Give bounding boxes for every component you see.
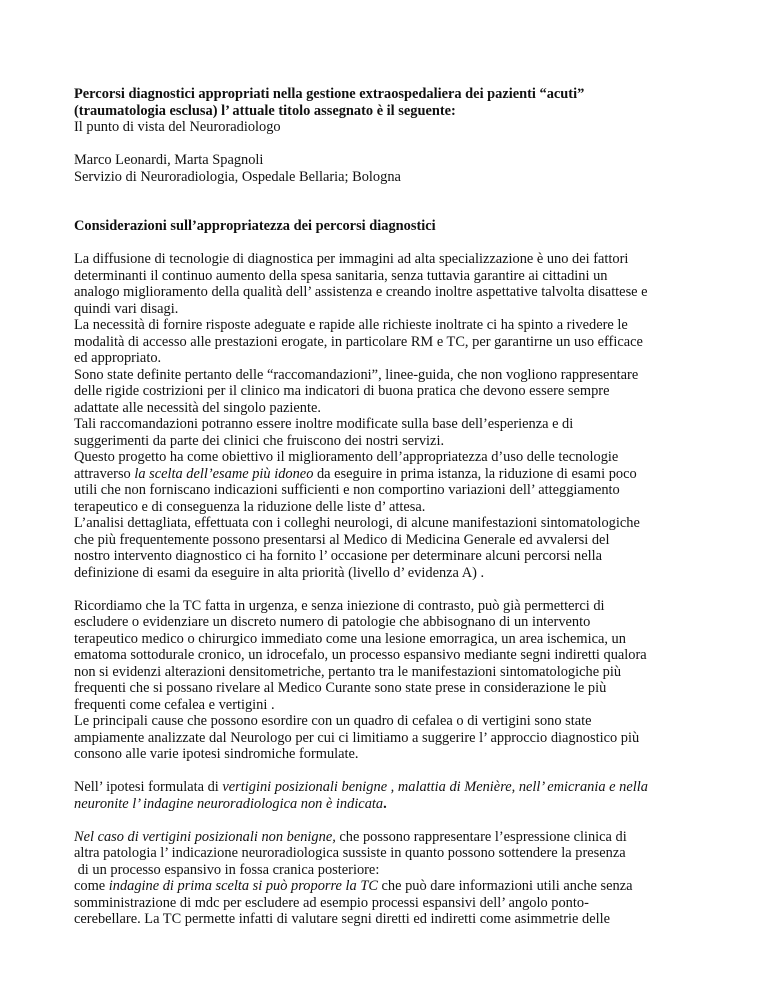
text-run: da eseguire in prima istanza, la riduzione di esami poco xyxy=(313,465,637,482)
paragraph-line: delle rigide costrizioni per il clinico ma indicatori di buona pratica che devono essere sempre xyxy=(74,383,610,399)
paragraph-line: Questo progetto ha come obiettivo il miglioramento dell’appropriatezza d’uso delle tecnologie xyxy=(74,449,619,465)
paragraph-line: definizione di esami da eseguire in alta priorità (livello d’ evidenza A) . xyxy=(74,564,485,581)
paragraph-line: terapeutico medico o chirurgico immediato come una lesione emorragica, un area ischemica, un xyxy=(74,630,626,647)
paragraph-line: cerebellare. La TC permette infatti di valutare segni diretti ed indiretti come asimmetrie delle xyxy=(74,911,610,927)
paragraph-line: Sono state definite pertanto delle “raccomandazioni”, linee-guida, che non vogliono rappresentare xyxy=(74,366,639,383)
paragraph-line xyxy=(74,829,714,846)
paragraph-line: determinanti il continuo aumento della spesa sanitaria, senza tuttavia garantire ai cittadini un xyxy=(74,267,608,284)
paragraph-line xyxy=(74,878,714,895)
italic-run: Nel caso di vertigini posizionali non benigne, xyxy=(74,828,336,845)
paragraph-4 xyxy=(74,829,714,928)
paragraph-line xyxy=(74,779,714,796)
paragraph-1 xyxy=(74,251,714,581)
paragraph-line: ematoma sottodurale cronico, un idrocefalo, un processo espansivo mediante segni indiretti qualora xyxy=(74,647,647,663)
text-run: attraverso xyxy=(74,465,135,482)
text-run: come xyxy=(74,878,109,894)
paragraph-3 xyxy=(74,779,714,812)
paragraph-2 xyxy=(74,598,714,763)
text-run: . xyxy=(383,795,387,812)
paragraph-line: ampiamente analizzate dal Neurologo per cui ci limitiamo a suggerire l’ approccio diagnostico più xyxy=(74,729,640,746)
paragraph-line: escludere o evidenziare un discreto numero di patologie che abbisognano di un intervento xyxy=(74,614,591,630)
italic-run: vertigini posizionali benigne , malattia di Menière, nell’ emicrania e nella xyxy=(222,779,648,795)
subtitle: Il punto di vista del Neuroradiologo xyxy=(74,119,281,135)
paragraph-line: ed appropriato. xyxy=(74,350,162,366)
authors-block xyxy=(74,152,714,185)
paragraph-line: quindi vari disagi. xyxy=(74,300,179,317)
paragraph-line: adattate alle necessità del singolo paziente. xyxy=(74,399,321,416)
title-line-1: Percorsi diagnostici appropriati nella gestione extraospedaliera dei pazienti “acuti” xyxy=(74,86,585,102)
text-run: che possono rappresentare l’espressione clinica di xyxy=(335,828,627,845)
paragraph-line: che più frequentemente possono presentarsi al Medico di Medicina Generale ed avvalersi del xyxy=(74,531,610,548)
italic-run: la scelta dell’esame più idoneo xyxy=(134,465,314,482)
paragraph-line: frequenti che si possano rivelare al Medico Curante sono state prese in considerazione le più xyxy=(74,680,607,696)
paragraph-line: non si evidenzi alterazioni densitometriche, pertanto tra le manifestazioni sintomatologiche più xyxy=(74,663,622,680)
author-names: Marco Leonardi, Marta Spagnoli xyxy=(74,152,264,168)
paragraph-line: Le principali cause che possono esordire con un quadro di cefalea o di vertigini sono state xyxy=(74,713,592,729)
italic-run: indagine di prima scelta si può proporre la TC xyxy=(108,878,378,894)
paragraph-line: Ricordiamo che la TC fatta in urgenza, e senza iniezione di contrasto, può già permetterci di xyxy=(74,597,605,614)
author-affiliation: Servizio di Neuroradiologia, Ospedale Bellaria; Bologna xyxy=(74,168,401,185)
paragraph-line: analogo miglioramento della qualità dell’ assistenza e creando inoltre aspettative talvolta disattese e xyxy=(74,284,648,300)
title-line-2: (traumatologia esclusa) l’ attuale titolo assegnato è il seguente: xyxy=(74,102,456,119)
paragraph-line: altra patologia l’ indicazione neuroradiologica sussiste in quanto possono sottendere la presenza xyxy=(74,845,626,861)
paragraph-line: utili che non forniscano indicazioni sufficienti e non comportino variazioni dell’ atteggiamento xyxy=(74,482,620,498)
paragraph-line xyxy=(74,796,714,813)
paragraph-line: modalità di accesso alle prestazioni erogate, in particolare RM e TC, per garantirne un uso efficace xyxy=(74,333,643,350)
document-title xyxy=(74,86,714,136)
paragraph-line: suggerimenti da parte dei clinici che fruiscono dei nostri servizi. xyxy=(74,432,445,449)
paragraph-line: Tali raccomandazioni potranno essere inoltre modificate sulla base dell’esperienza e di xyxy=(74,416,574,432)
paragraph-line: consono alle varie ipotesi sindromiche formulate. xyxy=(74,746,359,762)
paragraph-line: nostro intervento diagnostico ci ha fornito l’ occasione per determinare alcuni percorsi nella xyxy=(74,548,602,564)
document-page xyxy=(74,86,714,928)
paragraph-line: somministrazione di mdc per escludere ad esempio processi espansivi dell’ angolo ponto- xyxy=(74,894,589,911)
paragraph-line xyxy=(74,466,714,483)
paragraph-line: terapeutico e di conseguenza la riduzione delle liste d’ attesa. xyxy=(74,498,426,515)
paragraph-line: L’analisi dettagliata, effettuata con i colleghi neurologi, di alcune manifestazioni sintomatologiche xyxy=(74,515,640,531)
paragraph-line: frequenti come cefalea e vertigini . xyxy=(74,696,275,713)
italic-run: neuronite l’ indagine neuroradiologica non è indicata xyxy=(74,795,384,812)
text-run: che può dare informazioni utili anche senza xyxy=(377,878,633,894)
paragraph-line: di un processo espansivo in fossa cranica posteriore: xyxy=(74,861,380,878)
paragraph-line: La necessità di fornire risposte adeguate e rapide alle richieste inoltrate ci ha spinto a rivedere le xyxy=(74,317,628,333)
paragraph-line: La diffusione di tecnologie di diagnostica per immagini ad alta specializzazione è uno dei fattori xyxy=(74,251,629,267)
section-heading: Considerazioni sull’appropriatezza dei percorsi diagnostici xyxy=(74,218,436,234)
text-run: Nell’ ipotesi formulata di xyxy=(74,779,223,795)
